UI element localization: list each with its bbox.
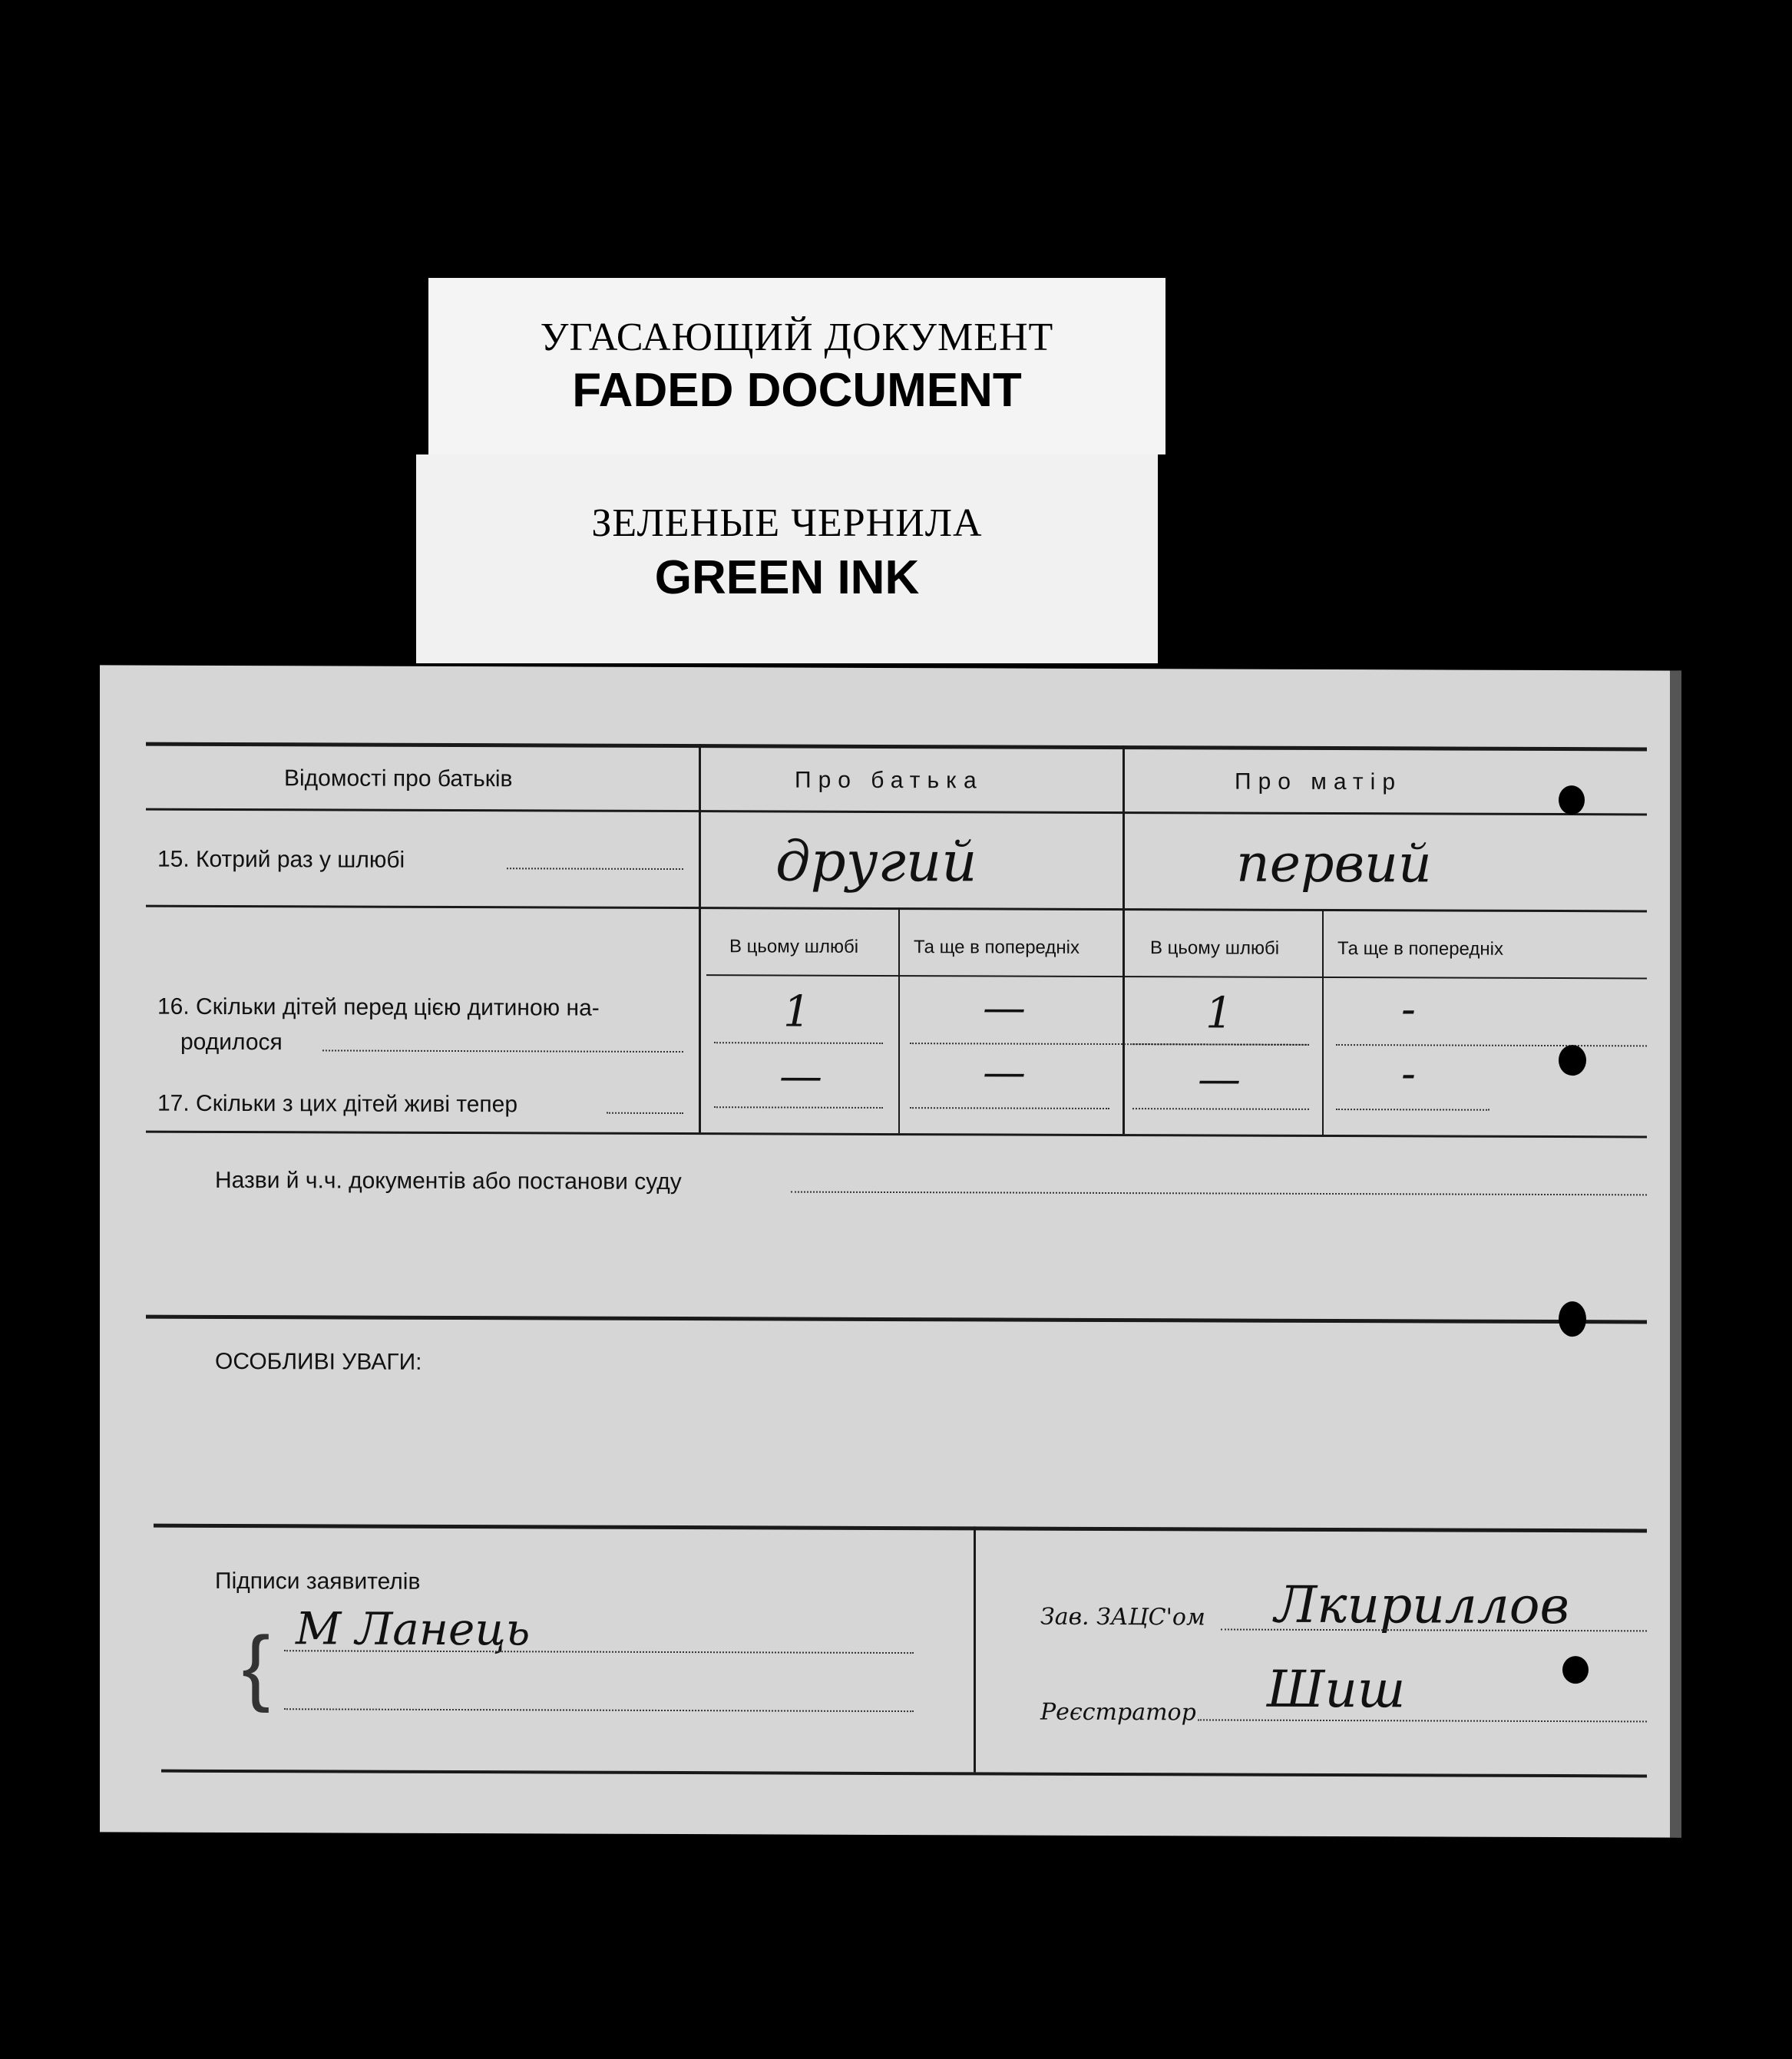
rule (706, 974, 1647, 979)
row17-father-this: — (779, 1051, 822, 1102)
registrar-signature: Шиш (1267, 1659, 1406, 1720)
ink-label-ru: ЗЕЛЕНЫЕ ЧЕРНИЛА (591, 501, 983, 545)
binding-hole (1562, 1656, 1589, 1684)
row16-label-line1: 16. Скільки дітей перед цією дитиною на- (157, 993, 600, 1021)
rule (699, 744, 701, 1132)
subheader-mother-this: В цьому шлюбі (1150, 937, 1280, 959)
worn-edge (1670, 671, 1681, 1838)
row17-mother-this: — (1198, 1054, 1241, 1105)
faded-label-ru: УГАСАЮЩИЙ ДОКУМЕНТ (540, 316, 1054, 359)
rule (161, 1770, 1647, 1778)
row16-label-line2: родилося (180, 1029, 283, 1056)
rule (146, 905, 1647, 913)
binding-hole (1559, 785, 1585, 815)
row17-label: 17. Скільки з цих дітей живі тепер (157, 1090, 518, 1118)
form-sheet (100, 665, 1681, 1837)
rule (146, 1315, 1647, 1324)
answer-line (910, 1107, 1109, 1109)
rule (146, 1131, 1647, 1139)
dot-leader (322, 1049, 683, 1053)
subheader-father-previous: Та ще в попередніх (914, 937, 1079, 958)
row15-label: 15. Котрий раз у шлюбі (157, 846, 405, 873)
faded-document-label (428, 278, 1165, 454)
rule (898, 907, 900, 1133)
rule (1122, 745, 1125, 1134)
applicant-signature: М Ланець (296, 1602, 531, 1656)
answer-line (714, 1042, 883, 1044)
brace: { (242, 1619, 270, 1714)
dot-leader (607, 1112, 683, 1114)
row17-mother-prev: - (1401, 1049, 1416, 1099)
signature-line (1198, 1719, 1647, 1722)
answer-line (1132, 1108, 1309, 1110)
row16-mother-this: 1 (1205, 988, 1233, 1039)
header-about-father: Про батька (795, 767, 984, 794)
answer-line (1336, 1044, 1647, 1046)
documents-label: Назви й ч.ч. документів або постанови суду (215, 1167, 682, 1195)
answer-line (1336, 1109, 1489, 1111)
ink-label-en: GREEN INK (654, 551, 920, 604)
signature-line (284, 1708, 914, 1712)
head-signature: Лкириллов (1275, 1575, 1569, 1636)
faded-label-en: FADED DOCUMENT (572, 364, 1022, 417)
answer-line (714, 1106, 883, 1109)
rule (146, 808, 1647, 816)
registrar-label: Реєстратор (1040, 1698, 1196, 1727)
green-ink-label (416, 454, 1158, 663)
row16-father-prev: — (983, 983, 1026, 1033)
row16-mother-prev: - (1401, 984, 1416, 1035)
dot-leader (507, 868, 683, 870)
row15-mother-value: первий (1236, 833, 1432, 895)
signatures-label: Підписи заявителів (215, 1568, 421, 1595)
subheader-mother-previous: Та ще в попередніх (1337, 938, 1503, 960)
remarks-label: ОСОБЛИВІ УВАГИ: (215, 1348, 422, 1375)
head-label: Зав. ЗАЦС'ом (1040, 1603, 1205, 1631)
header-about-mother: Про матір (1235, 768, 1403, 795)
header-parents-info: Відомості про батьків (284, 765, 513, 792)
rule (974, 1526, 976, 1772)
rule (146, 742, 1647, 752)
row15-father-value: другий (775, 828, 977, 894)
binding-hole (1559, 1301, 1586, 1337)
rule (154, 1524, 1647, 1533)
row16-father-this: 1 (783, 987, 811, 1037)
row17-father-prev: — (983, 1047, 1026, 1098)
rule (1322, 909, 1324, 1135)
documents-line (791, 1191, 1647, 1196)
answer-line (1132, 1043, 1309, 1046)
subheader-father-this: В цьому шлюбі (729, 936, 859, 957)
binding-hole (1559, 1045, 1586, 1076)
